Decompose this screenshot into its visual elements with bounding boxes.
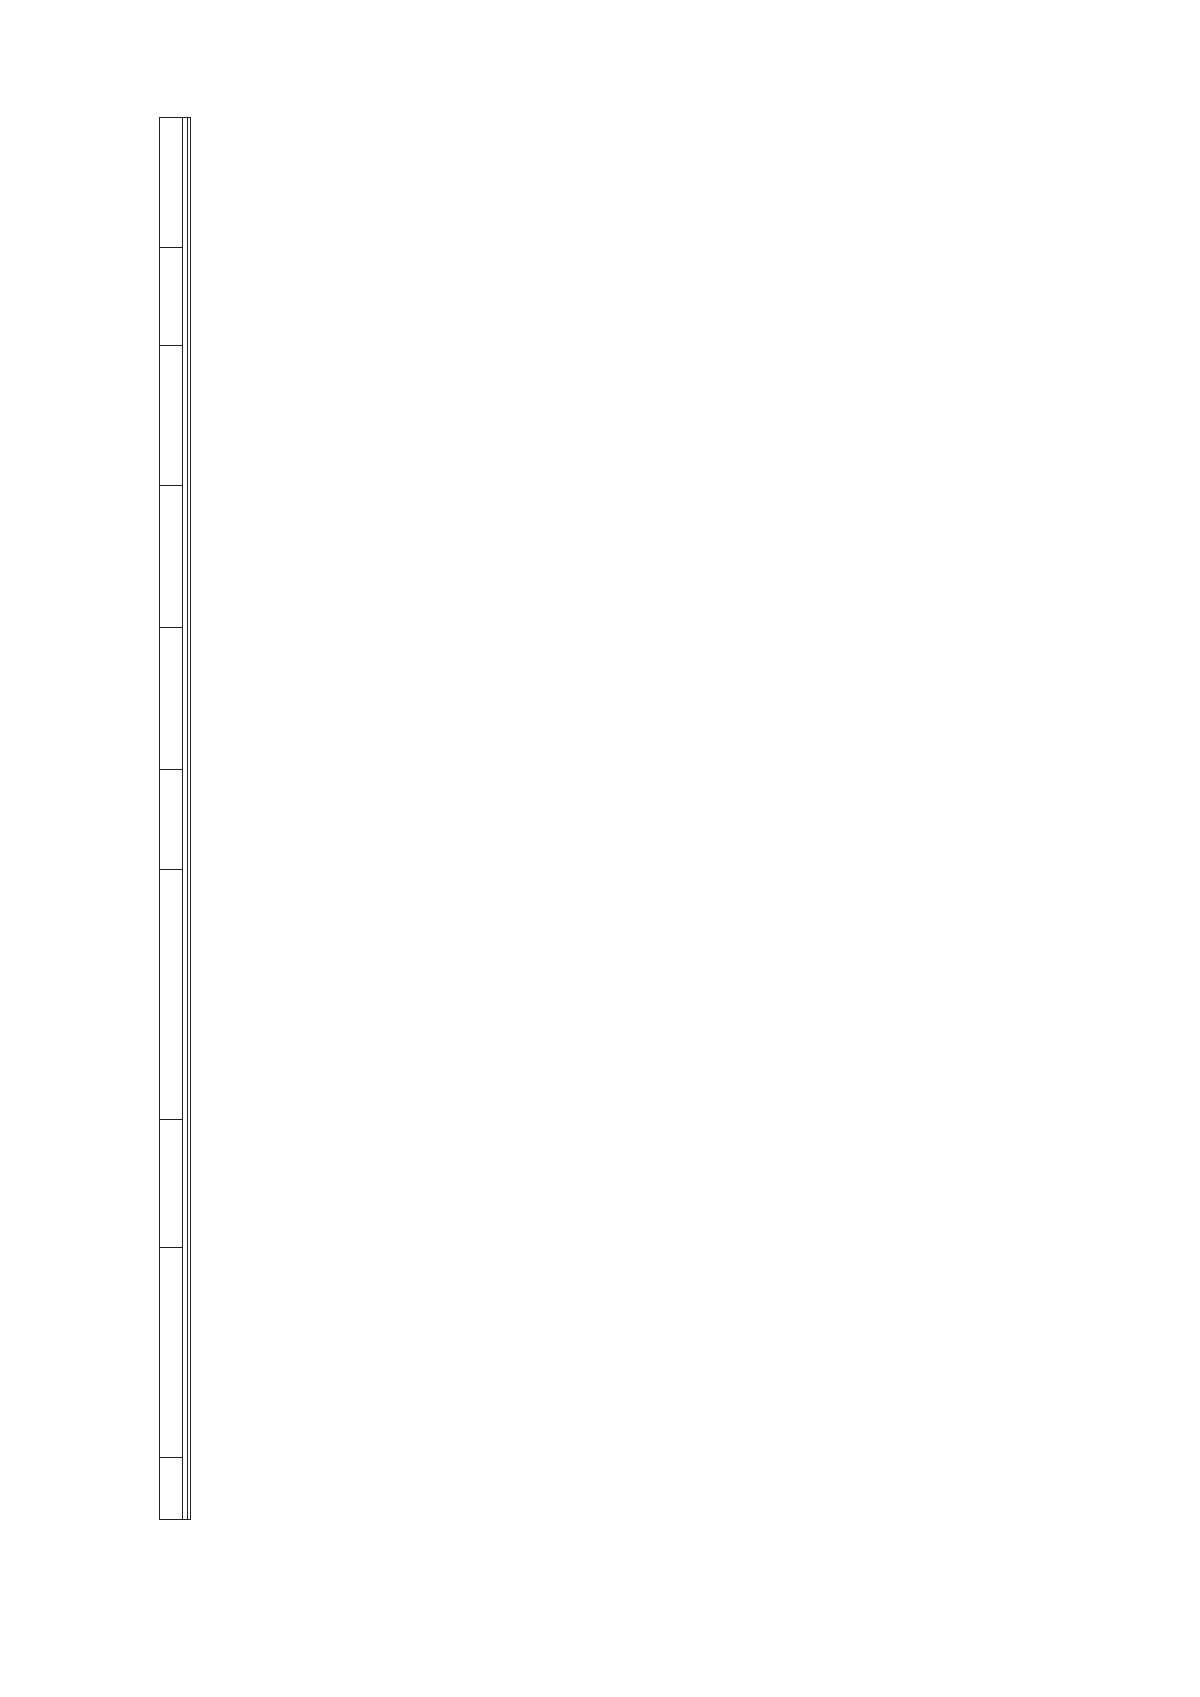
col-header — [160, 870, 183, 1120]
subsection-title — [188, 118, 191, 1520]
budget-table — [159, 117, 191, 1520]
col-header — [160, 346, 183, 486]
col-header — [160, 1248, 183, 1458]
col-header — [160, 1120, 183, 1248]
col-header — [160, 118, 183, 248]
subsection-row — [188, 118, 191, 1520]
col-header — [160, 248, 183, 346]
column-number-row — [160, 118, 183, 1520]
col-header — [160, 770, 183, 870]
col-header — [160, 1458, 183, 1520]
rotated-table-container — [159, 118, 1107, 1520]
col-header — [160, 486, 183, 628]
col-header — [160, 628, 183, 770]
